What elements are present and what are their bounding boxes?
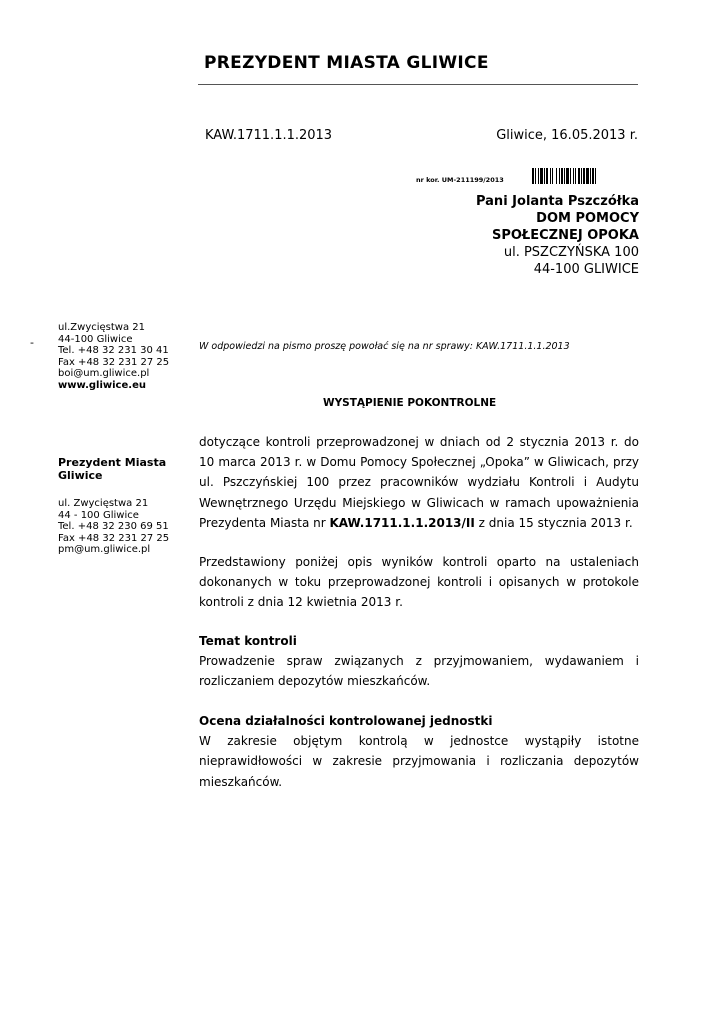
section-subject-text: Prowadzenie spraw związanych z przyjmowaniem, wydawaniem i rozliczaniem depozytów mieszkańców. xyxy=(199,654,639,689)
place-date: Gliwice, 16.05.2013 r. xyxy=(496,128,638,143)
reply-note: W odpowiedzi na pismo proszę powołać się na nr sprawy: KAW.1711.1.1.2013 xyxy=(199,341,570,352)
president-fax: Fax +48 32 231 27 25 xyxy=(58,532,170,544)
recipient-city: 44-100 GLIWICE xyxy=(533,262,639,277)
authorization-number: KAW.1711.1.1.2013/II xyxy=(329,515,475,530)
president-title: Prezydent Miasta Gliwice xyxy=(58,456,167,482)
president-contact xyxy=(58,498,169,556)
page-title: PREZYDENT MIASTA GLIWICE xyxy=(204,53,489,73)
section-subject-title: Temat kontroli xyxy=(199,634,297,648)
office-email: boi@um.gliwice.pl xyxy=(58,368,150,379)
section-assessment-title: Ocena działalności kontrolowanej jednostki xyxy=(199,714,493,728)
section-assessment-text: W zakresie objętym kontrolą w jednostce wystąpiły istotne nieprawidłowości w zakresie przyjmowania i rozliczania depozytów mieszkańców. xyxy=(199,734,639,789)
president-city: 44 - 100 Gliwice xyxy=(58,509,139,521)
recipient-address xyxy=(476,193,639,278)
office-city: 44-100 Gliwice xyxy=(58,333,133,345)
recipient-street: ul. PSZCZYŃSKA 100 xyxy=(503,245,639,260)
president-email: pm@um.gliwice.pl xyxy=(58,544,151,555)
section-subject xyxy=(199,631,639,692)
office-website: www.gliwice.eu xyxy=(58,379,146,391)
document-heading: WYSTĄPIENIE POKONTROLNE xyxy=(323,397,497,409)
president-phone: Tel. +48 32 230 69 51 xyxy=(58,521,169,532)
header-divider xyxy=(198,84,638,85)
margin-dash: - xyxy=(30,336,34,349)
paragraph-intro xyxy=(199,432,639,533)
office-street: ul.Zwycięstwa 21 xyxy=(58,322,146,333)
intro-text-b: z dnia 15 stycznia 2013 r. xyxy=(474,515,633,530)
section-assessment xyxy=(199,711,639,792)
paragraph-summary: Przedstawiony poniżej opis wyników kontroli oparto na ustaleniach dokonanych w toku przeprowadzonej kontroli i opisanych w protokole kontroli z dnia 12 kwietnia 2013 r. xyxy=(199,555,639,610)
office-phone: Tel. +48 32 231 30 41 xyxy=(58,345,169,356)
barcode-icon xyxy=(532,168,630,184)
correspondence-number: nr kor. UM-211199/2013 xyxy=(416,176,504,184)
president-street: ul. Zwycięstwa 21 xyxy=(58,498,149,509)
case-reference: KAW.1711.1.1.2013 xyxy=(205,128,333,143)
office-contact xyxy=(58,322,169,391)
recipient-org-line2: SPOŁECZNEJ OPOKA xyxy=(491,228,639,243)
office-fax: Fax +48 32 231 27 25 xyxy=(58,356,170,368)
recipient-org-line1: DOM POMOCY xyxy=(536,211,639,226)
recipient-name: Pani Jolanta Pszczółka xyxy=(475,194,639,209)
intro-text-a: dotyczące kontroli przeprowadzonej w dniach od 2 stycznia 2013 r. do 10 marca 2013 r. w Domu Pomocy Społecznej „Opoka” w Gliwicach, przy ul. Pszczyńskiej 100 przez pracowników wydziału Kontroli i Audytu Wewnętrznego Urzędu Miejskiego w Gliwicach w ramach upoważnienia Prezydenta Miasta nr xyxy=(199,435,639,530)
